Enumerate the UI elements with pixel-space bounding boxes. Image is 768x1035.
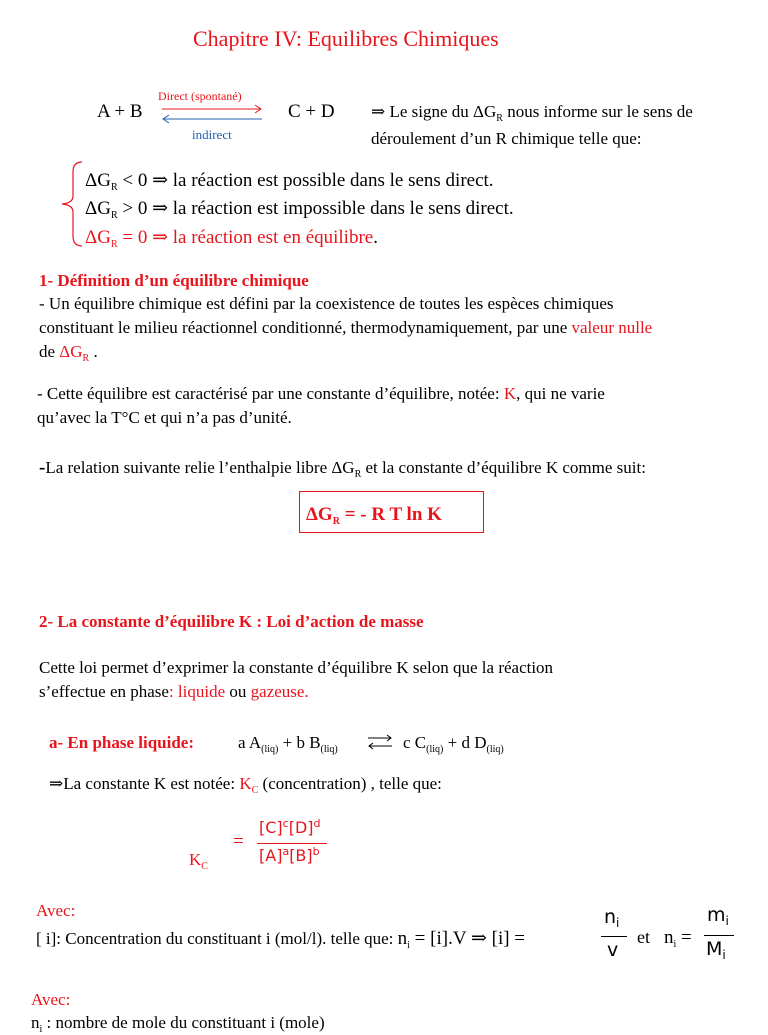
- page-title: Chapitre IV: Equilibres Chimiques: [193, 26, 499, 51]
- s1-p1-line1: - Un équilibre chimique est défini par la coexistence de toutes les espèces chimiques: [39, 294, 614, 313]
- arrow-label-indirect: indirect: [192, 127, 232, 142]
- reaction-left: A + B: [97, 101, 143, 122]
- ni-equals: $n_i$ =: [664, 927, 692, 950]
- kc-fraction-bar: [257, 843, 327, 844]
- frac1-denominator: v: [607, 939, 619, 961]
- liquid-reaction-right: c $C_{(liq)} + d$ $D_{(liq)}$: [403, 733, 504, 755]
- s1-p2-line2: qu’avec la T°C et qui n’a pas d’unité.: [37, 408, 292, 427]
- frac1-bar: [601, 936, 627, 937]
- condition-positive: $\Delta G_R > 0$ ⇒ la réaction est impossible dans le sens direct.: [85, 198, 514, 221]
- reaction-note-line2: déroulement d’un R chimique telle que:: [371, 129, 642, 148]
- condition-negative: $\Delta G_R < 0$ ⇒ la réaction est possible dans le sens direct.: [85, 170, 494, 193]
- section2-heading: 2- La constante d’équilibre K : Loi d’action de masse: [39, 612, 424, 631]
- s1-p1-line3: de $\Delta G_R$ .: [39, 342, 98, 364]
- gibbs-formula-box: $\Delta G_R$ = - R T ln K: [299, 491, 484, 533]
- arrow-label-direct: Direct (spontané): [158, 89, 242, 103]
- concentration-line: [ i]: Concentration du constituant i (mol/l). telle que: $n_i = [i].V$ ⇒ [i] =: [36, 928, 526, 951]
- et-label: et: [637, 927, 650, 947]
- s2-p1-line1: Cette loi permet d’exprimer la constante d’équilibre K selon que la réaction: [39, 658, 554, 677]
- moles-line: $n_i$ : nombre de mole du constituant i (mole): [31, 1013, 325, 1035]
- kc-definition-line: ⇒La constante K est notée: $K_C$ (concentration) , telle que:: [49, 774, 442, 796]
- frac2-numerator: $m_i$: [707, 904, 729, 928]
- avec1-label: Avec:: [36, 901, 76, 920]
- s1-p3-line: -La relation suivante relie l’enthalpie libre $\Delta G_R$ et la constante d’équilibre K comme suit:: [39, 457, 646, 480]
- frac1-numerator: $n_i$: [604, 906, 620, 930]
- kc-denominator: $[A]^a[B]^b$: [259, 845, 320, 865]
- kc-equals: =: [233, 831, 244, 852]
- section-a-heading: a- En phase liquide:: [49, 733, 195, 752]
- s1-p1-line2: constituant le milieu réactionnel conditionné, thermodynamiquement, par une valeur nulle: [39, 318, 653, 337]
- condition-equilibrium: $\Delta G_R = 0$ ⇒ la réaction est en équilibre.: [85, 227, 378, 250]
- reaction-right: C + D: [288, 101, 335, 122]
- section1-heading: 1- Définition d’un équilibre chimique: [39, 271, 309, 290]
- reaction-note-line1: ⇒ Le signe du $\Delta G_R$ nous informe sur le sens de: [371, 102, 693, 124]
- frac2-bar: [704, 935, 734, 936]
- s1-p2-line1: - Cette équilibre est caractérisé par une constante d’équilibre, notée: K, qui ne varie: [37, 384, 605, 403]
- avec2-label: Avec:: [31, 990, 71, 1009]
- equilibrium-arrows-icon: [160, 104, 266, 124]
- s2-p1-line2: s’effectue en phase: liquide ou gazeuse.: [39, 682, 309, 701]
- kc-label: $K_C$: [189, 850, 208, 872]
- liquid-reaction-left: a $A_{(liq)} + b$ $B_{(liq)}$: [238, 733, 338, 755]
- equilibrium-arrows-small-icon: [366, 734, 394, 750]
- frac2-denominator: $M_i$: [706, 938, 726, 962]
- left-brace-icon: [58, 160, 86, 248]
- kc-numerator: $[C]^c[D]^d$: [259, 817, 321, 837]
